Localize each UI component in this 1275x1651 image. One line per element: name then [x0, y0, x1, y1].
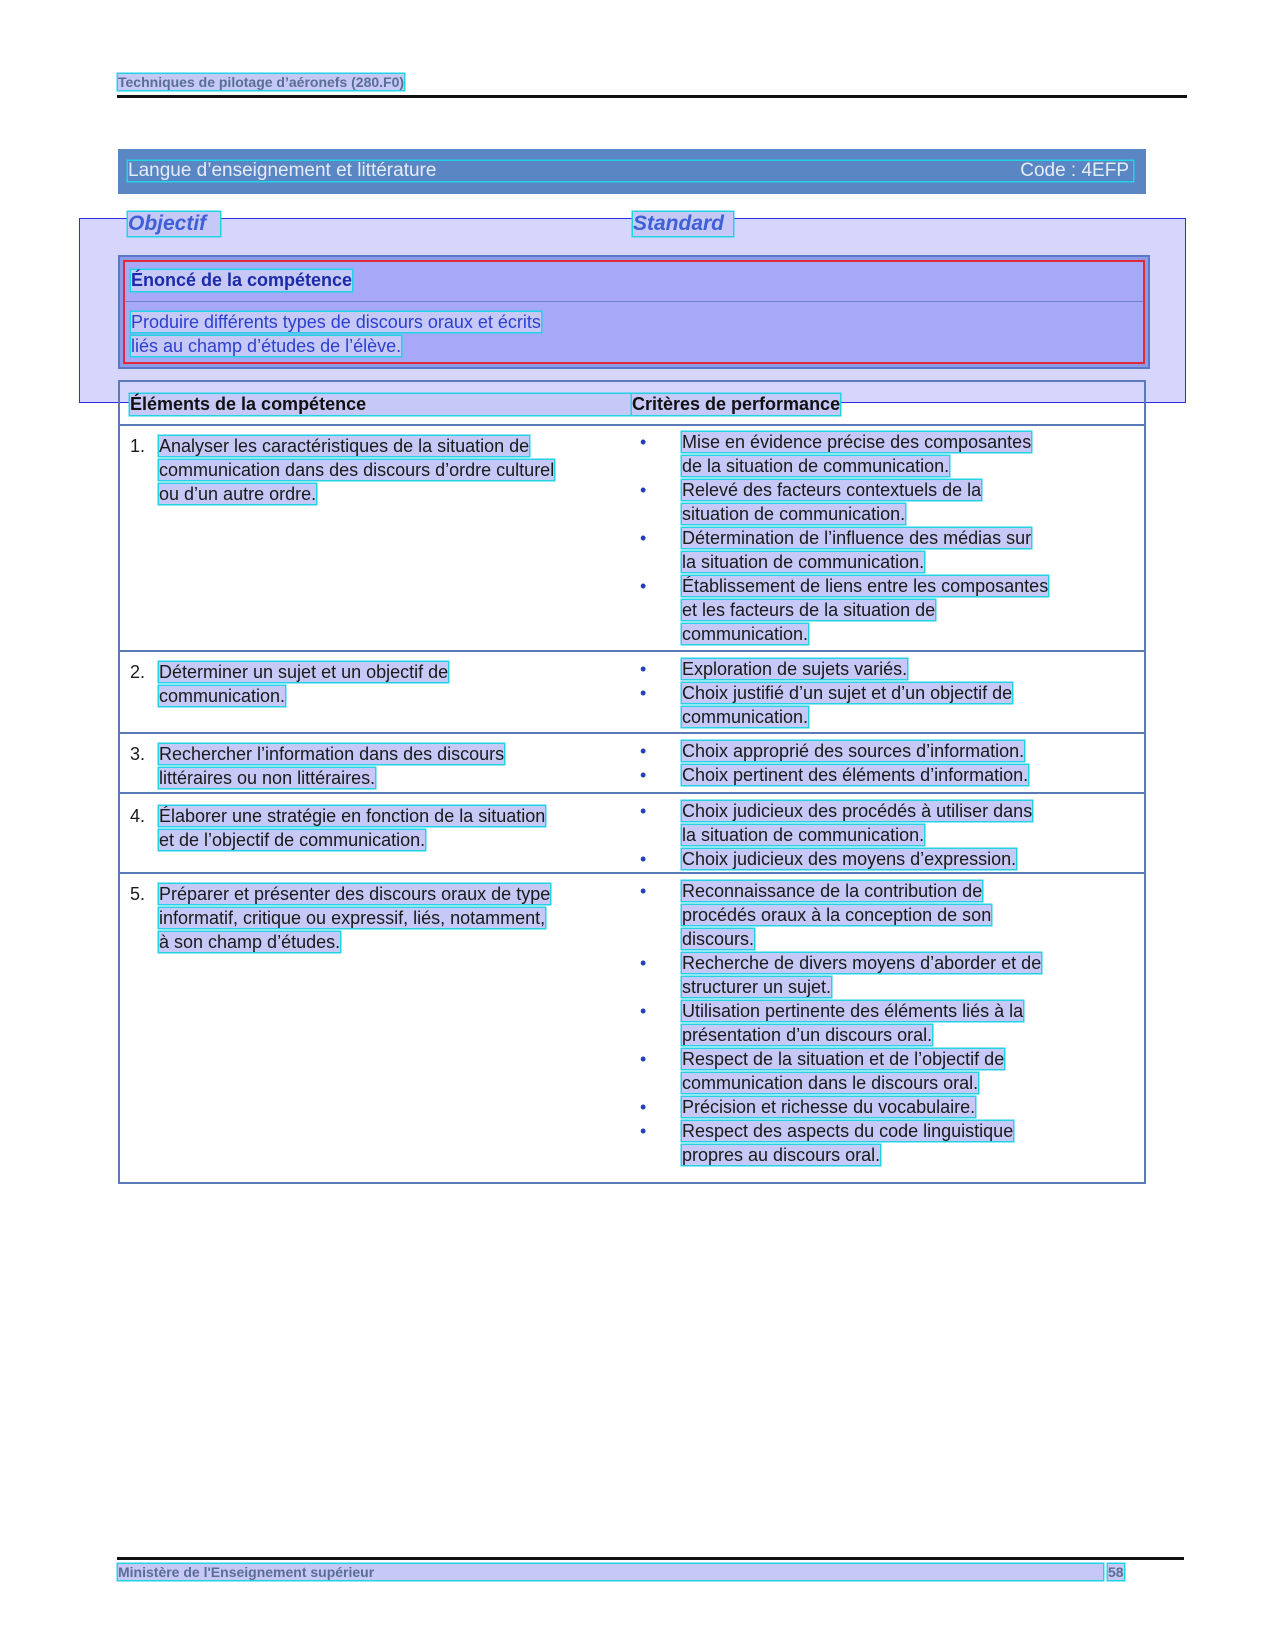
element-number: 2.	[130, 662, 146, 682]
title-bar-text	[128, 161, 1133, 181]
page-number: 58	[1108, 1564, 1124, 1580]
element-line: communication dans des discours d’ordre culturel	[159, 460, 555, 480]
table-row	[120, 652, 1144, 734]
criterion	[640, 879, 1140, 951]
criterion	[640, 739, 1140, 763]
header-rule	[117, 95, 1187, 98]
criterion-line: Choix approprié des sources d’information.	[682, 741, 1025, 761]
element-line: Analyser les caractéristiques de la situation de	[159, 436, 530, 456]
criterion-line: Utilisation pertinente des éléments liés à la	[682, 1001, 1024, 1021]
subject-title: Langue d’enseignement et littérature	[128, 160, 437, 181]
criterion-line: procédés oraux à la conception de son	[682, 905, 992, 925]
running-header: Techniques de pilotage d’aéronefs (280.F0)	[118, 74, 405, 90]
criterion	[640, 1119, 1140, 1167]
criterion-line: discours.	[682, 929, 755, 949]
criteria-cell	[640, 799, 1140, 871]
criterion-line: Recherche de divers moyens d’aborder et de	[682, 953, 1042, 973]
bullet-icon: •	[640, 1121, 647, 1141]
criterion-line: communication.	[682, 707, 809, 727]
enonce-text	[131, 310, 541, 358]
element-number: 5.	[130, 884, 146, 904]
criteria-cell	[640, 657, 1140, 729]
title-bar	[118, 149, 1146, 194]
criterion-line: Respect des aspects du code linguistique	[682, 1121, 1014, 1141]
criterion-line: Mise en évidence précise des composantes	[682, 432, 1032, 452]
bullet-icon: •	[640, 683, 647, 703]
criterion-line: communication dans le discours oral.	[682, 1073, 979, 1093]
criterion	[640, 430, 1140, 478]
element-line: Préparer et présenter des discours oraux de type	[159, 884, 551, 904]
bullet-icon: •	[640, 741, 647, 761]
objectif-label: Objectif	[128, 212, 220, 236]
element-line: informatif, critique ou expressif, liés, notamment,	[159, 908, 546, 928]
criterion-line: structurer un sujet.	[682, 977, 832, 997]
criterion-line: Respect de la situation et de l’objectif de	[682, 1049, 1005, 1069]
criterion	[640, 763, 1140, 787]
bullet-icon: •	[640, 849, 647, 869]
criterion-line: communication.	[682, 624, 809, 644]
table-row	[120, 426, 1144, 652]
element-line: communication.	[159, 686, 286, 706]
criterion	[640, 681, 1140, 729]
enonce-divider	[125, 301, 1143, 302]
bullet-icon: •	[640, 953, 647, 973]
criterion	[640, 478, 1140, 526]
table-row	[120, 874, 1144, 1174]
criterion-line: présentation d’un discours oral.	[682, 1025, 933, 1045]
criterion-line: de la situation de communication.	[682, 456, 950, 476]
bullet-icon: •	[640, 1001, 647, 1021]
criterion	[640, 657, 1140, 681]
criterion-line: Établissement de liens entre les composantes	[682, 576, 1049, 596]
footer-rule	[117, 1557, 1184, 1560]
criterion-line: situation de communication.	[682, 504, 906, 524]
footer-ministry: Ministère de l'Enseignement supérieur	[118, 1564, 1103, 1580]
col-header-criteres: Critères de performance	[632, 394, 841, 414]
bullet-icon: •	[640, 1097, 647, 1117]
element-number: 3.	[130, 744, 146, 764]
element-line: littéraires ou non littéraires.	[159, 768, 376, 788]
enonce-heading: Énoncé de la compétence	[131, 270, 353, 290]
criterion-line: Choix justifié d’un sujet et d’un objectif de	[682, 683, 1013, 703]
table-header	[120, 382, 1144, 426]
criterion	[640, 799, 1140, 847]
element-line: Rechercher l’information dans des discours	[159, 744, 505, 764]
criterion-line: Précision et richesse du vocabulaire.	[682, 1097, 976, 1117]
element-line: ou d’un autre ordre.	[159, 484, 317, 504]
criterion-line: et les facteurs de la situation de	[682, 600, 936, 620]
criterion	[640, 951, 1140, 999]
enonce-line: Produire différents types de discours oraux et écrits	[131, 312, 541, 332]
bullet-icon: •	[640, 576, 647, 596]
element-line: et de l’objectif de communication.	[159, 830, 426, 850]
competence-table	[118, 380, 1146, 1184]
criterion-line: propres au discours oral.	[682, 1145, 881, 1165]
criterion	[640, 574, 1140, 646]
bullet-icon: •	[640, 765, 647, 785]
criteria-cell	[640, 879, 1140, 1167]
bullet-icon: •	[640, 1049, 647, 1069]
criterion-line: Choix judicieux des moyens d’expression.	[682, 849, 1017, 869]
bullet-icon: •	[640, 432, 647, 452]
enonce-line: liés au champ d’études de l’élève.	[131, 336, 402, 356]
criterion	[640, 847, 1140, 871]
criterion	[640, 1047, 1140, 1095]
bullet-icon: •	[640, 659, 647, 679]
element-line: Élaborer une stratégie en fonction de la situation	[159, 806, 546, 826]
criterion-line: Relevé des facteurs contextuels de la	[682, 480, 982, 500]
element-line: à son champ d’études.	[159, 932, 341, 952]
criterion-line: Détermination de l’influence des médias sur	[682, 528, 1032, 548]
criterion-line: la situation de communication.	[682, 825, 925, 845]
enonce-box	[118, 255, 1150, 369]
criterion	[640, 999, 1140, 1047]
enonce-inner	[123, 260, 1145, 364]
criterion	[640, 526, 1140, 574]
criterion	[640, 1095, 1140, 1119]
criterion-line: Choix pertinent des éléments d’information.	[682, 765, 1029, 785]
criteria-cell	[640, 739, 1140, 787]
col-header-elements: Éléments de la compétence	[130, 394, 635, 415]
criterion-line: Exploration de sujets variés.	[682, 659, 908, 679]
element-number: 1.	[130, 436, 146, 456]
bullet-icon: •	[640, 528, 647, 548]
element-line: Déterminer un sujet et un objectif de	[159, 662, 449, 682]
criteria-cell	[640, 430, 1140, 646]
course-code: Code : 4EFP	[1020, 160, 1129, 181]
table-row	[120, 794, 1144, 874]
table-row	[120, 734, 1144, 794]
bullet-icon: •	[640, 480, 647, 500]
bullet-icon: •	[640, 881, 647, 901]
criterion-line: Choix judicieux des procédés à utiliser dans	[682, 801, 1033, 821]
element-number: 4.	[130, 806, 146, 826]
bullet-icon: •	[640, 801, 647, 821]
criterion-line: la situation de communication.	[682, 552, 925, 572]
criterion-line: Reconnaissance de la contribution de	[682, 881, 983, 901]
standard-label: Standard	[633, 212, 733, 236]
